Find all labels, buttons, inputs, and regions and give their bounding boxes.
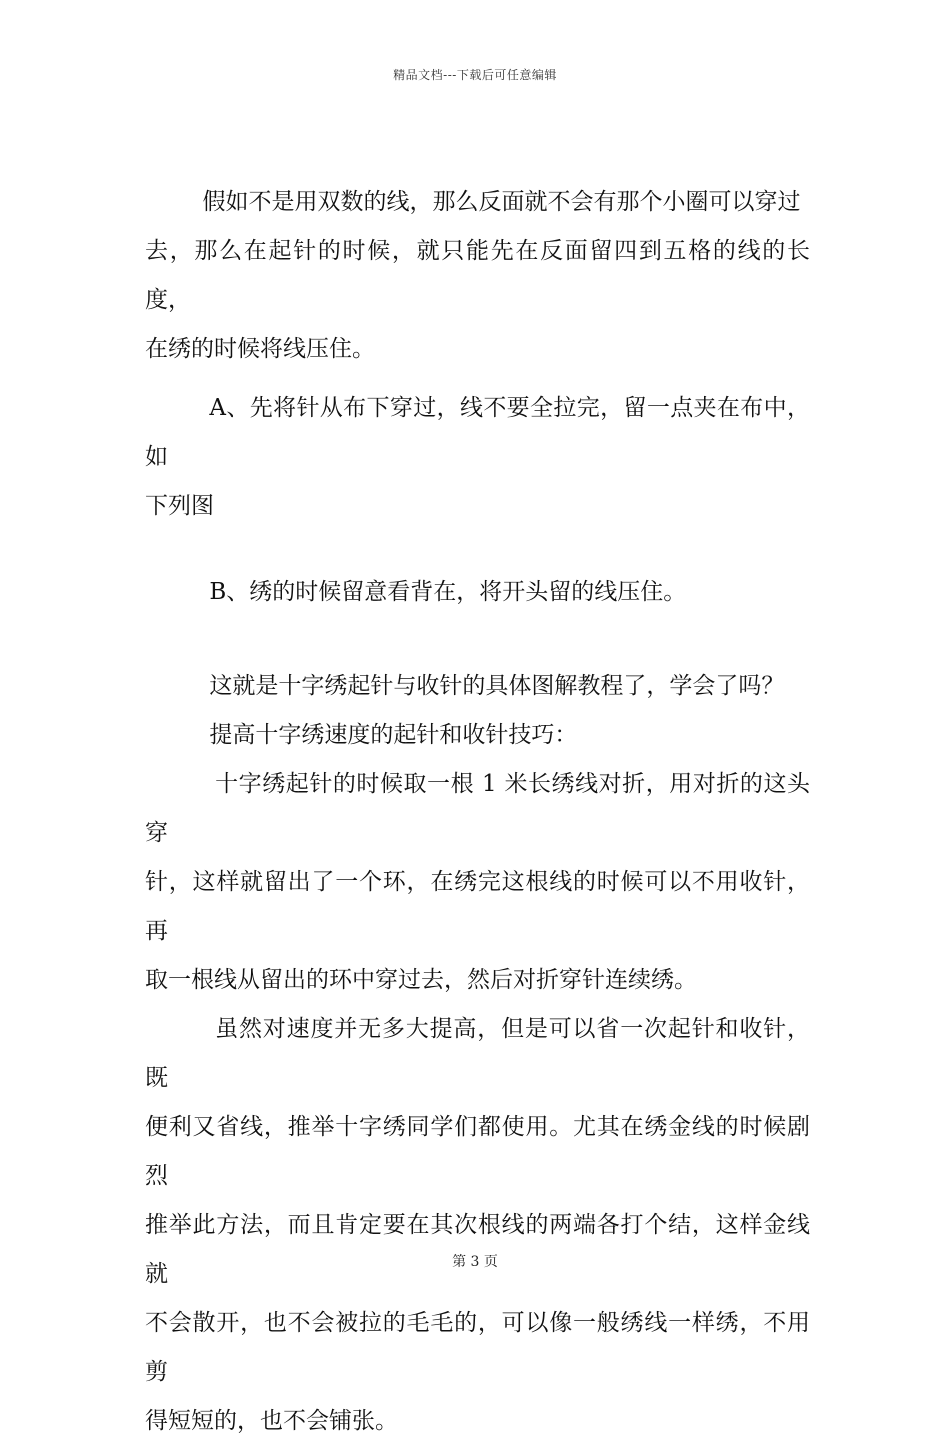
paragraph-line: 这就是十字绣起针与收针的具体图解教程了，学会了吗？ [209,673,785,699]
paragraph-6 [145,760,810,1005]
page-number: 第 3 页 [452,1254,498,1270]
figure-placeholder [145,617,810,662]
paragraph-3 [145,568,810,617]
page-header: 精品文档---下载后可任意编辑 [393,68,557,82]
paragraph-line: 去，那么在起针的时候，就只能先在反面留四到五格的线的长度， [145,238,810,313]
paragraph-line: 推举此方法，而且肯定要在其次根线的两端各打个结，这样金线就 [145,1212,810,1287]
paragraph-line: B、绣的时候留意看背在，将开头留的线压住。 [209,579,687,605]
paragraph-line: 假如不是用双数的线，那么反面就不会有那个小圈可以穿过 [202,189,801,215]
paragraph-line: 便利又省线，推举十字绣同学们都使用。尤其在绣金线的时候剧烈 [145,1114,810,1189]
paragraph-1 [145,178,810,374]
paragraph-line: 不会散开，也不会被拉的毛毛的，可以像一般绣线一样绣，不用剪 [145,1310,810,1385]
paragraph-line: 提高十字绣速度的起针和收针技巧： [209,722,578,748]
paragraph-line: 虽然对速度并无多大提高，但是可以省一次起针和收针，既 [145,1016,810,1091]
paragraph-line: 针，这样就留出了一个环，在绣完这根线的时候可以不用收针，再 [145,869,810,944]
paragraph-line: A、先将针从布下穿过，线不要全拉完，留一点夹在布中，如 [145,395,810,470]
paragraph-line: 下列图 [145,493,214,519]
paragraph-7 [145,1005,810,1446]
paragraph-2 [145,384,810,531]
paragraph-4 [145,662,810,711]
figure-placeholder [145,531,810,568]
paragraph-line: 在绣的时候将线压住。 [145,336,375,362]
paragraph-line: 十字绣起针的时候取一根 1 米长绣线对折，用对折的这头穿 [145,771,810,846]
paragraph-5 [145,711,810,760]
paragraph-line: 得短短的，也不会铺张。 [145,1408,398,1434]
paragraph-line: 取一根线从留出的环中穿过去，然后对折穿针连续绣。 [145,967,697,993]
